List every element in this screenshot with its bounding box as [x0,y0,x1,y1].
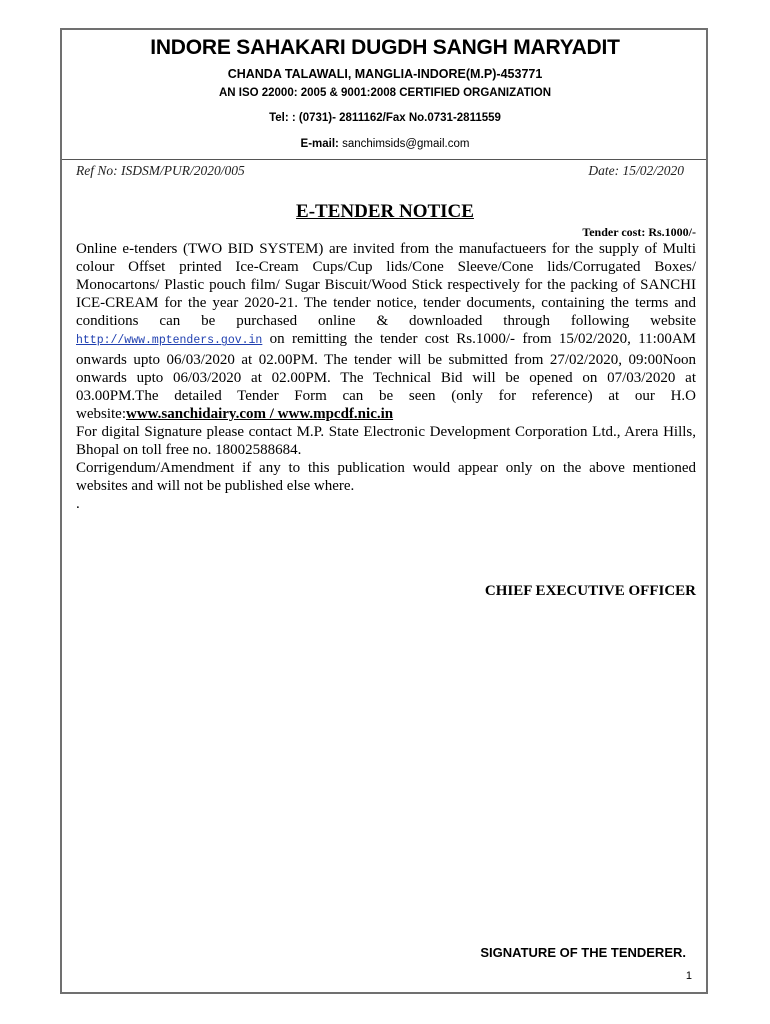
tenderer-signature-label: SIGNATURE OF THE TENDERER. [480,945,686,960]
telephone-fax: Tel: : (0731)- 2811162/Fax No.0731-2811559 [269,112,501,124]
iso-certification: AN ISO 22000: 2005 & 9001:2008 CERTIFIED ORGANIZATION [218,87,552,99]
notice-title: E-TENDER NOTICE [296,201,474,222]
header-divider [62,159,706,160]
website-links[interactable]: www.sanchidairy.com / www.mpcdf.nic.in [126,405,394,422]
corrigendum-paragraph: Corrigendum/Amendment if any to this publication would appear only on the above mentioned websites and will not be published else where. [76,460,696,495]
ceo-signatory: CHIEF EXECUTIVE OFFICER [484,583,696,599]
reference-number: Ref No: ISDSM/PUR/2020/005 [76,163,245,178]
notice-date: Date: 15/02/2020 [588,163,684,178]
digital-signature-paragraph: For digital Signature please contact M.P. State Electronic Development Corporation Ltd., Arera Hills, Bhopal on toll free no. 18002588684. [76,423,696,459]
email-label: E-mail: [300,138,339,150]
paragraph-text-schedule: on remitting the tender cost Rs.1000/- from 15/02/2020, 11:00AM onwards upto 06/03/2020 at 02.00PM. The tender will be submitted from 27/02/2020, 09:00Noon onwards upto 06/03/2020 at 02.00PM. The Technical Bid will be opened on 07/03/2020 at 03.00PM.The detailed Tender Form can be seen (only for reference) at our H.O website: [76,331,697,422]
paragraph-text-intro: Online e-tenders (TWO BID SYSTEM) are invited from the manufactueers for the supply of Multi colour Offset printed Ice-Cream Cups/Cup lids/Cone Sleeve/Cone lids/Corrugated Boxes/ Monocartons/ Plastic pouch film/ Sugar Biscuit/Wood Stick respectively for the packing of SANCHI ICE-CREAM for the year 2020-21. The tender notice, tender documents, containing the terms and conditions can be purchased online & downloaded through following website [76,241,696,330]
email-address[interactable]: sanchimsids@gmail.com [342,138,470,150]
trailing-dot: . [76,496,80,513]
notice-paragraph-main [76,240,696,423]
email-line [0,138,770,150]
mptenders-link[interactable]: http://www.mptenders.gov.in [76,334,263,348]
notice-body [76,240,696,513]
organization-name: INDORE SAHAKARI DUGDH SANGH MARYADIT [150,36,620,59]
page-number: 1 [685,970,692,982]
tender-cost: Tender cost: Rs.1000/- [582,225,696,239]
organization-address: CHANDA TALAWALI, MANGLIA-INDORE(M.P)-453771 [227,67,543,81]
